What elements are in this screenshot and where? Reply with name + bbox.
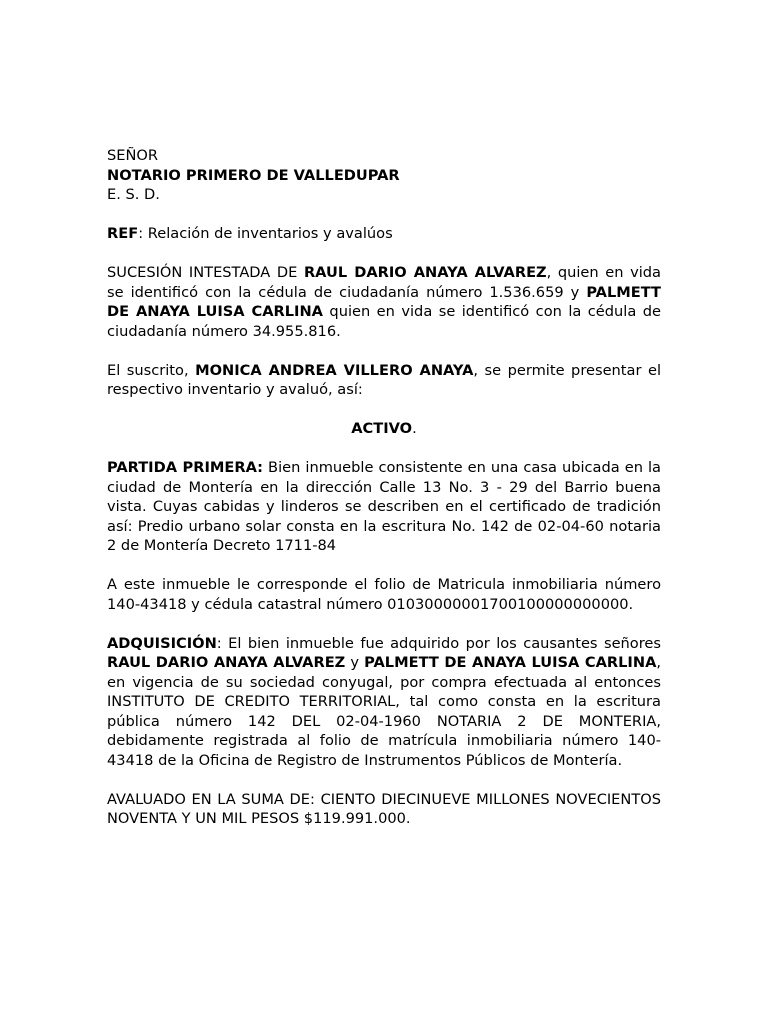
salutation: SEÑOR bbox=[107, 147, 159, 164]
sucesion-paragraph bbox=[107, 263, 661, 341]
sucesion-text-1: SUCESIÓN INTESTADA DE bbox=[107, 264, 304, 281]
causante-name-2: PALMETT DE ANAYA LUISA CARLINA bbox=[364, 654, 657, 671]
suscrito-text-2: , se permite presentar el respectivo inventario y avaluó, así: bbox=[107, 361, 662, 398]
adquisicion-text-1: : El bien inmueble fue adquirido por los causantes señores bbox=[216, 634, 661, 652]
activo-label: ACTIVO bbox=[351, 420, 413, 437]
partida-text: Bien inmueble consistente en una casa ubicada en la ciudad de Montería en la dirección Calle 13 No. 3 - 29 del Barrio buena vista. Cuyas cabidas y linderos se describen en el certificado de tradición así: Predio urbano solar consta en la escritura No. 142 de 02-04-60 notaria 2 de Montería Decreto 1711-84 bbox=[107, 459, 661, 554]
addressee-name: NOTARIO PRIMERO DE VALLEDUPAR bbox=[107, 166, 400, 184]
sucesion-text-3: quien en vida se identificó con la cédula de ciudadanía número 34.955.816. bbox=[107, 303, 661, 340]
causante-name-1: RAUL DARIO ANAYA ALVAREZ bbox=[107, 654, 346, 671]
addressee bbox=[107, 166, 661, 186]
ref-text: : Relación de inventarios y avalúos bbox=[138, 225, 393, 242]
ref-label: REF bbox=[107, 225, 139, 242]
suscrito-name: MONICA ANDREA VILLERO ANAYA bbox=[195, 361, 474, 379]
sucesion-text-2: , quien en vida se identificó con la cédula de ciudadanía número 1.536.659 y bbox=[107, 264, 661, 301]
deceased-name-2: PALMETT DE ANAYA LUISA CARLINA bbox=[107, 283, 661, 320]
folio-paragraph: A este inmueble le corresponde el folio de Matricula inmobiliaria número 140-43418 y cédula catastral número 01030000001700100000000000. bbox=[107, 576, 661, 613]
adquisicion-paragraph bbox=[107, 634, 661, 771]
document-page bbox=[107, 146, 661, 829]
deceased-name-1: RAUL DARIO ANAYA ALVAREZ bbox=[303, 264, 547, 281]
esd-line: E. S. D. bbox=[107, 186, 160, 203]
avaluado-paragraph: AVALUADO EN LA SUMA DE: CIENTO DIECINUEVE MILLONES NOVECIENTOS NOVENTA Y UN MIL PESOS $119.991.000. bbox=[107, 790, 661, 827]
partida-label: PARTIDA PRIMERA: bbox=[107, 459, 264, 476]
activo-dot: . bbox=[412, 420, 417, 437]
adquisicion-text-2: y bbox=[345, 654, 365, 671]
adquisicion-label: ADQUISICIÓN bbox=[107, 634, 217, 652]
partida-paragraph bbox=[107, 458, 661, 556]
suscrito-paragraph bbox=[107, 361, 661, 400]
activo-heading bbox=[107, 419, 661, 439]
suscrito-text-1: El suscrito, bbox=[107, 361, 196, 379]
reference-line bbox=[107, 224, 661, 244]
adquisicion-text-3: , en vigencia de su sociedad conyugal, por compra efectuada al entonces INSTITUTO DE CREDITO TERRITORIAL, tal como consta en la escritura pública número 142 DEL 02-04-1960 NOTARIA 2 DE MONTERIA, debidamente registrada al folio de matrícula inmobiliaria número 140-43418 de la Oficina de Registro de Instrumentos Públicos de Montería. bbox=[107, 654, 662, 769]
